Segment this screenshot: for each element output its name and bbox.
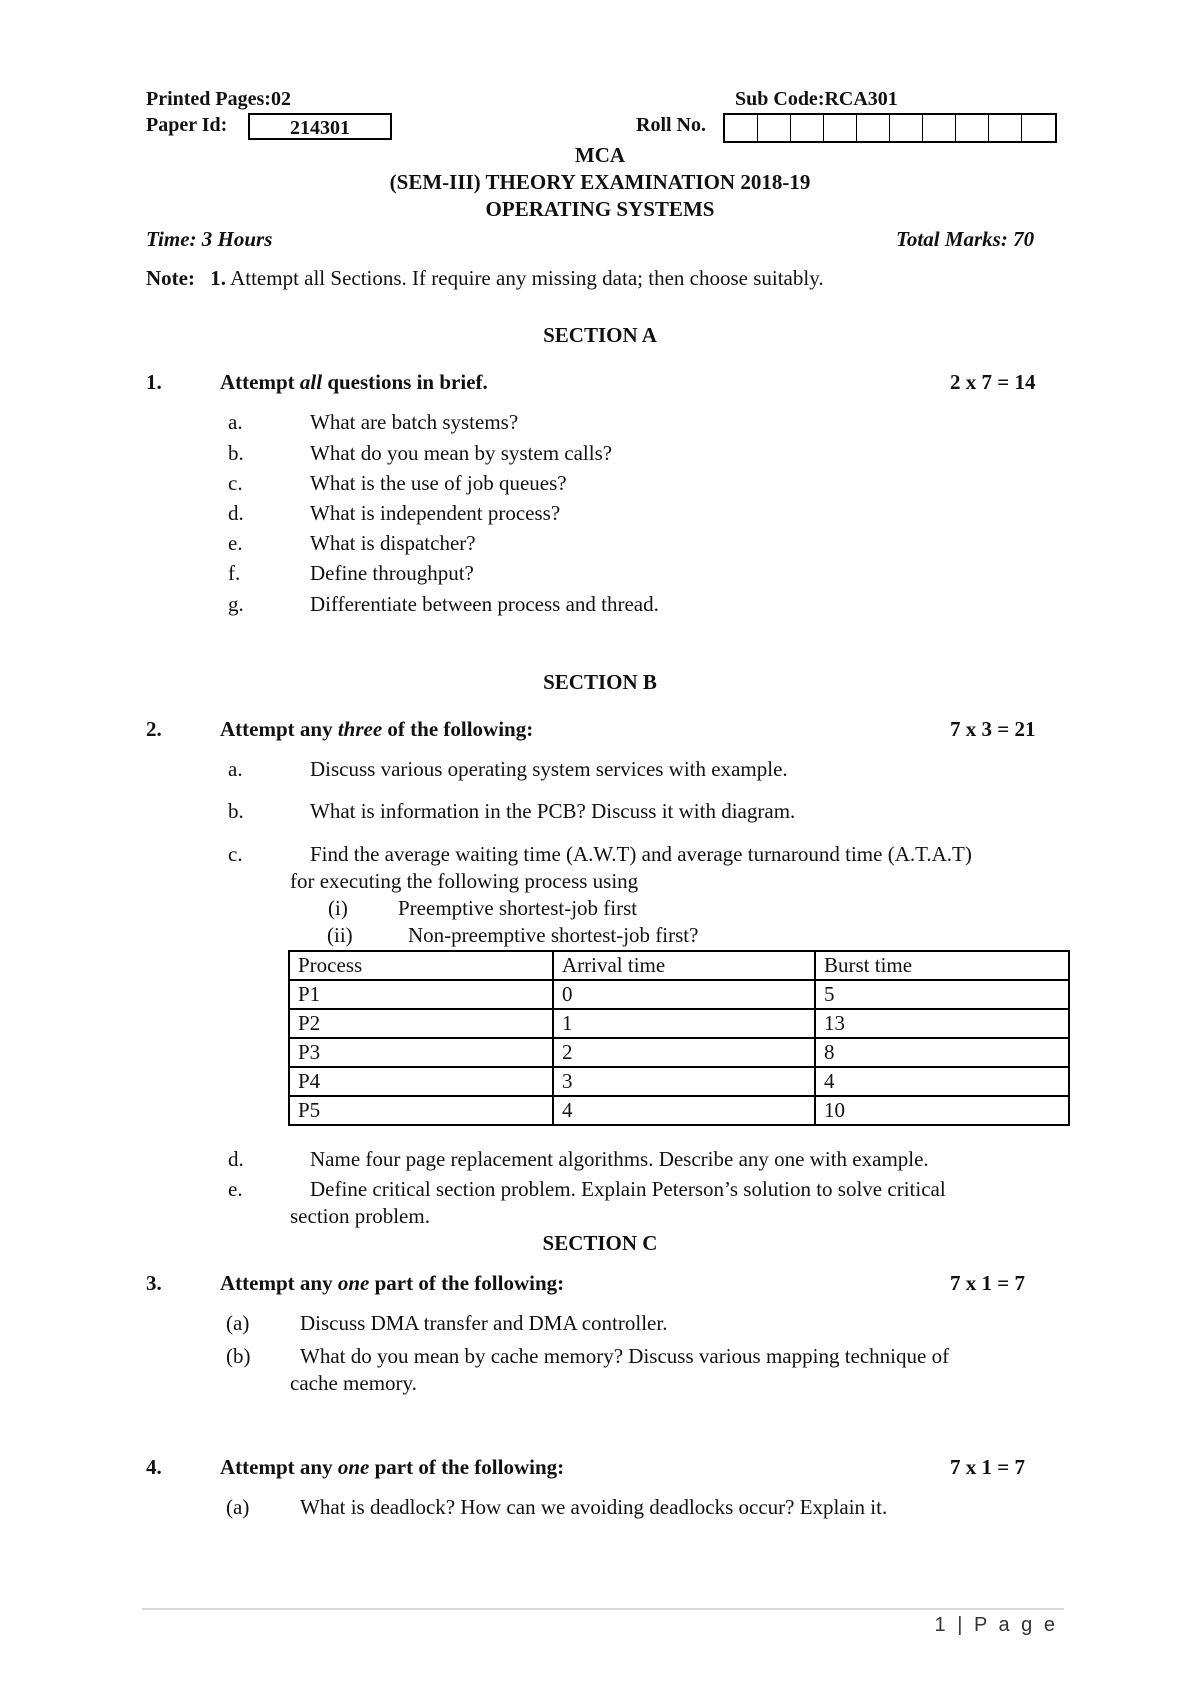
q2d-letter: d.	[228, 1147, 244, 1171]
table-cell: 5	[815, 980, 1069, 1009]
q4-pre: Attempt any	[220, 1455, 333, 1479]
table-cell: P3	[289, 1038, 553, 1067]
q2d-text: Name four page replacement algorithms. Describe any one with example.	[310, 1147, 929, 1171]
note	[146, 266, 824, 291]
q3-number: 3.	[146, 1271, 162, 1295]
q2-post: of the following:	[387, 717, 534, 741]
printed-pages: Printed Pages:02	[146, 88, 291, 110]
q2a-text: Discuss various operating system services with example.	[310, 757, 788, 781]
table-cell: 3	[553, 1067, 815, 1096]
table-cell: P2	[289, 1009, 553, 1038]
q3b-line1: What do you mean by cache memory? Discuss various mapping technique of	[300, 1344, 950, 1368]
q1-item-letter: b.	[228, 441, 244, 465]
q2c-sub2-num: (ii)	[327, 923, 353, 947]
q2a-letter: a.	[228, 757, 243, 781]
q1-item-letter: c.	[228, 471, 243, 495]
q1-em: all	[299, 370, 323, 394]
roll-cell[interactable]	[857, 115, 890, 141]
table-header-cell: Burst time	[815, 951, 1069, 980]
q1-item-letter: e.	[228, 531, 243, 555]
table-row	[289, 980, 1069, 1009]
q1-post: questions in brief.	[327, 370, 488, 394]
q2-pre: Attempt any	[220, 717, 333, 741]
table-row	[289, 1038, 1069, 1067]
q2-marks: 7 x 3 = 21	[950, 717, 1036, 741]
q2e-line1: Define critical section problem. Explain Peterson’s solution to solve critical	[310, 1177, 946, 1201]
q1-item-text: What is independent process?	[310, 501, 561, 525]
roll-cell[interactable]	[923, 115, 956, 141]
course-title: MCA	[574, 143, 626, 167]
roll-cell[interactable]	[758, 115, 791, 141]
q4-post: part of the following:	[374, 1455, 565, 1479]
q3-post: part of the following:	[374, 1271, 565, 1295]
time-label: Time: 3 Hours	[146, 227, 273, 251]
q1-item-letter: g.	[228, 592, 244, 616]
q2-number: 2.	[146, 717, 162, 741]
roll-cell[interactable]	[956, 115, 989, 141]
q4-marks: 7 x 1 = 7	[950, 1455, 1025, 1479]
subject-title: OPERATING SYSTEMS	[485, 197, 715, 221]
q1-instruction	[220, 370, 488, 395]
q2e-line2: section problem.	[290, 1204, 430, 1228]
table-row	[289, 1096, 1069, 1125]
table-row	[289, 1009, 1069, 1038]
table-cell: 1	[553, 1009, 815, 1038]
q1-item-text: What do you mean by system calls?	[310, 441, 613, 465]
page-footer	[935, 1614, 1058, 1637]
q2b-text: What is information in the PCB? Discuss it with diagram.	[310, 799, 796, 823]
table-cell: 10	[815, 1096, 1069, 1125]
q1-item-text: Differentiate between process and thread.	[310, 592, 659, 616]
page-number: 1	[934, 1614, 949, 1636]
q3b-line2: cache memory.	[290, 1371, 417, 1395]
q2e-letter: e.	[228, 1177, 243, 1201]
q4a-letter: (a)	[226, 1495, 250, 1519]
q1-item-text: What are batch systems?	[310, 410, 519, 434]
paper-id-label: Paper Id:	[146, 114, 228, 136]
q2-em: three	[337, 717, 383, 741]
q1-item-letter: d.	[228, 501, 244, 525]
q4-number: 4.	[146, 1455, 162, 1479]
q3-em: one	[337, 1271, 370, 1295]
q4-em: one	[337, 1455, 370, 1479]
q2c-sub1-num: (i)	[328, 896, 348, 920]
note-number: 1.	[210, 266, 226, 290]
page-separator: |	[957, 1614, 966, 1636]
q3b-letter: (b)	[226, 1344, 251, 1368]
table-cell: 13	[815, 1009, 1069, 1038]
roll-no-label: Roll No.	[636, 114, 706, 136]
q1-item-text: Define throughput?	[310, 561, 474, 585]
table-cell: 2	[553, 1038, 815, 1067]
roll-cell[interactable]	[890, 115, 923, 141]
table-cell: 4	[815, 1067, 1069, 1096]
q3-pre: Attempt any	[220, 1271, 333, 1295]
roll-cell[interactable]	[791, 115, 824, 141]
q2c-sub2-text: Non-preemptive shortest-job first?	[408, 923, 699, 947]
table-cell: P5	[289, 1096, 553, 1125]
roll-cell[interactable]	[725, 115, 758, 141]
footer-divider	[142, 1608, 1064, 1610]
q2-instruction	[220, 717, 533, 742]
section-a-title: SECTION A	[543, 323, 657, 347]
sub-code: Sub Code:RCA301	[735, 88, 898, 110]
q1-item-text: What is the use of job queues?	[310, 471, 567, 495]
q1-item-text: What is dispatcher?	[310, 531, 476, 555]
q2c-sub1-text: Preemptive shortest-job first	[398, 896, 638, 920]
q1-number: 1.	[146, 370, 162, 394]
q2c-line2: for executing the following process using	[290, 869, 639, 893]
q2b-letter: b.	[228, 799, 244, 823]
note-text: Attempt all Sections. If require any missing data; then choose suitably.	[230, 266, 824, 290]
total-marks: Total Marks: 70	[896, 227, 1035, 251]
q4-instruction	[220, 1455, 564, 1480]
table-cell: P4	[289, 1067, 553, 1096]
q3-instruction	[220, 1271, 564, 1296]
q3a-letter: (a)	[226, 1311, 250, 1335]
table-cell: P1	[289, 980, 553, 1009]
q1-item-letter: a.	[228, 410, 243, 434]
q3-marks: 7 x 1 = 7	[950, 1271, 1025, 1295]
exam-title: (SEM-III) THEORY EXAMINATION 2018-19	[389, 170, 811, 194]
roll-no-boxes[interactable]	[723, 113, 1057, 143]
table-cell: 4	[553, 1096, 815, 1125]
q4a-text: What is deadlock? How can we avoiding deadlocks occur? Explain it.	[300, 1495, 888, 1519]
q3a-text: Discuss DMA transfer and DMA controller.	[300, 1311, 668, 1335]
q1-pre: Attempt	[220, 370, 295, 394]
table-header-cell: Arrival time	[553, 951, 815, 980]
section-c-title: SECTION C	[542, 1231, 658, 1255]
q2c-line1: Find the average waiting time (A.W.T) and average turnaround time (A.T.A.T)	[310, 842, 972, 866]
q2c-letter: c.	[228, 842, 243, 866]
page-word: P a g e	[973, 1614, 1058, 1636]
table-header-row	[289, 951, 1069, 980]
section-b-title: SECTION B	[543, 670, 657, 694]
roll-cell[interactable]	[824, 115, 857, 141]
process-table	[288, 950, 1070, 1126]
table-cell: 0	[553, 980, 815, 1009]
paper-id-value: 214301	[248, 113, 392, 140]
table-header-cell: Process	[289, 951, 553, 980]
roll-cell[interactable]	[989, 115, 1022, 141]
q1-item-letter: f.	[228, 561, 241, 585]
note-label: Note:	[146, 266, 195, 290]
table-cell: 8	[815, 1038, 1069, 1067]
table-row	[289, 1067, 1069, 1096]
roll-cell[interactable]	[1022, 115, 1055, 141]
q1-marks: 2 x 7 = 14	[950, 370, 1036, 394]
